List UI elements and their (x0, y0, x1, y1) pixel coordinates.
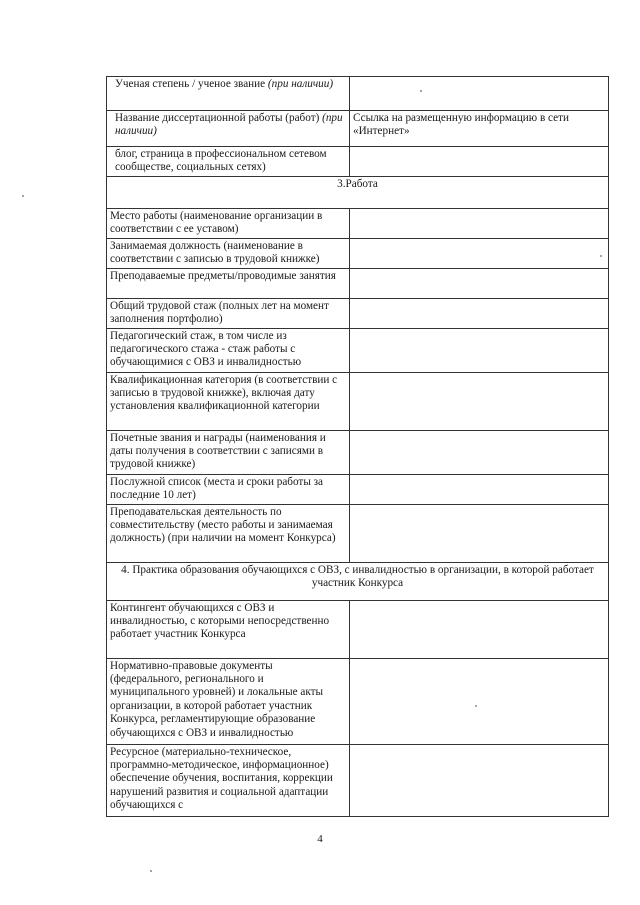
total-experience-label: Общий трудовой стаж (полных лет на момент заполнения портфолио) (110, 299, 329, 326)
part-time-label-cell (107, 504, 350, 562)
table-row (107, 238, 609, 268)
teaching-experience-label: Педагогический стаж, в том числе из педагогического стажа - стаж работы с обучающимися с ОВЗ и инвалидностью (110, 329, 302, 369)
part-time-value-cell[interactable] (350, 504, 609, 562)
page-number: 4 (317, 833, 323, 845)
dissertation-label: Название диссертационной работы (работ) (115, 112, 320, 124)
total-experience-label-cell (107, 298, 350, 328)
position-label-cell (107, 238, 350, 268)
degree-value-cell[interactable] (350, 77, 609, 111)
subjects-label-cell (107, 268, 350, 298)
table-row (107, 268, 609, 298)
workplace-label: Место работы (наименование организации в соответствии с ее уставом) (110, 209, 323, 236)
dissertation-value: Ссылка на размещенную информацию в сети «Интернет» (353, 112, 569, 138)
regulations-label-cell (107, 658, 350, 744)
table-row (107, 111, 609, 147)
regulations-value-cell[interactable] (350, 658, 609, 744)
scan-speck (22, 195, 24, 197)
blog-label: блог, страница в профессиональном сетевом сообществе, социальных сетях) (115, 148, 327, 174)
qualification-label-cell (107, 372, 350, 430)
section-4-title: 4. Практика образования обучающихся с ОВЗ, с инвалидностью в организации, в которой работает участник Конкурса (121, 563, 594, 590)
table-row (107, 328, 609, 372)
scan-speck (420, 90, 422, 92)
contingent-label-cell (107, 600, 350, 658)
table-row (107, 504, 609, 562)
regulations-label: Нормативно-правовые документы (федерального, регионального и муниципального уровней) и локальные акты организации, в которой работает участник Конкурса, регламентирующие образование обучающихся с ОВЗ и инвалидностью (110, 659, 324, 739)
contingent-label: Контингент обучающихся с ОВЗ и инвалидностью, с которыми непосредственно работает участник Конкурса (110, 601, 330, 641)
table-row (107, 77, 609, 111)
scan-speck (475, 705, 477, 707)
position-value-cell[interactable] (350, 238, 609, 268)
table-row (107, 658, 609, 744)
table-row (107, 430, 609, 474)
resources-label: Ресурсное (материально-техническое, программно-методическое, информационное) обеспечение обучения, воспитания, коррекции нарушений развития и социальной адаптации обучающихся с (110, 745, 333, 812)
degree-label: Ученая степень / ученое звание (115, 78, 266, 90)
part-time-label: Преподавательская деятельность по совместительству (место работы и занимаемая должность) (при наличии на момент Конкурса) (110, 505, 336, 545)
position-label: Занимаемая должность (наименование в соответствии с записью в трудовой книжке) (110, 239, 320, 266)
resources-value-cell[interactable] (350, 744, 609, 816)
section-header-row (107, 562, 609, 600)
awards-label: Почетные звания и награды (наименования и даты получения в соответствии с записями в трудовой книжке) (110, 431, 326, 471)
section-3-title: 3.Работа (337, 177, 378, 190)
workplace-value-cell[interactable] (350, 208, 609, 238)
service-list-label-cell (107, 474, 350, 504)
subjects-label: Преподаваемые предметы/проводимые занятия (110, 269, 336, 282)
table-row (107, 600, 609, 658)
blog-value-cell[interactable] (350, 147, 609, 177)
awards-value-cell[interactable] (350, 430, 609, 474)
workplace-label-cell (107, 208, 350, 238)
dissertation-value-cell (350, 111, 609, 147)
table-row (107, 147, 609, 177)
table-row (107, 744, 609, 816)
awards-label-cell (107, 430, 350, 474)
dissertation-label-cell (107, 111, 350, 147)
service-list-value-cell[interactable] (350, 474, 609, 504)
teaching-experience-label-cell (107, 328, 350, 372)
service-list-label: Послужной список (места и сроки работы за последние 10 лет) (110, 475, 324, 502)
degree-note: (при наличии) (267, 78, 334, 90)
teaching-experience-value-cell[interactable] (350, 328, 609, 372)
total-experience-value-cell[interactable] (350, 298, 609, 328)
section-3-title-cell (107, 176, 609, 208)
degree-label-cell (107, 77, 350, 111)
dissertation-note: (при наличии) (115, 112, 343, 138)
resources-label-cell (107, 744, 350, 816)
qualification-label: Квалификационная категория (в соответствии с записью в трудовой книжке), включая дату установления квалификационной категории (110, 373, 338, 413)
contingent-value-cell[interactable] (350, 600, 609, 658)
section-header-row (107, 176, 609, 208)
subjects-value-cell[interactable] (350, 268, 609, 298)
scan-speck (600, 255, 602, 257)
scan-speck (150, 870, 152, 872)
qualification-value-cell[interactable] (350, 372, 609, 430)
section-4-title-cell (107, 562, 609, 600)
table-row (107, 208, 609, 238)
table-row (107, 474, 609, 504)
table-row (107, 298, 609, 328)
table-row (107, 372, 609, 430)
blog-label-cell (107, 147, 350, 177)
portfolio-table (106, 76, 609, 817)
